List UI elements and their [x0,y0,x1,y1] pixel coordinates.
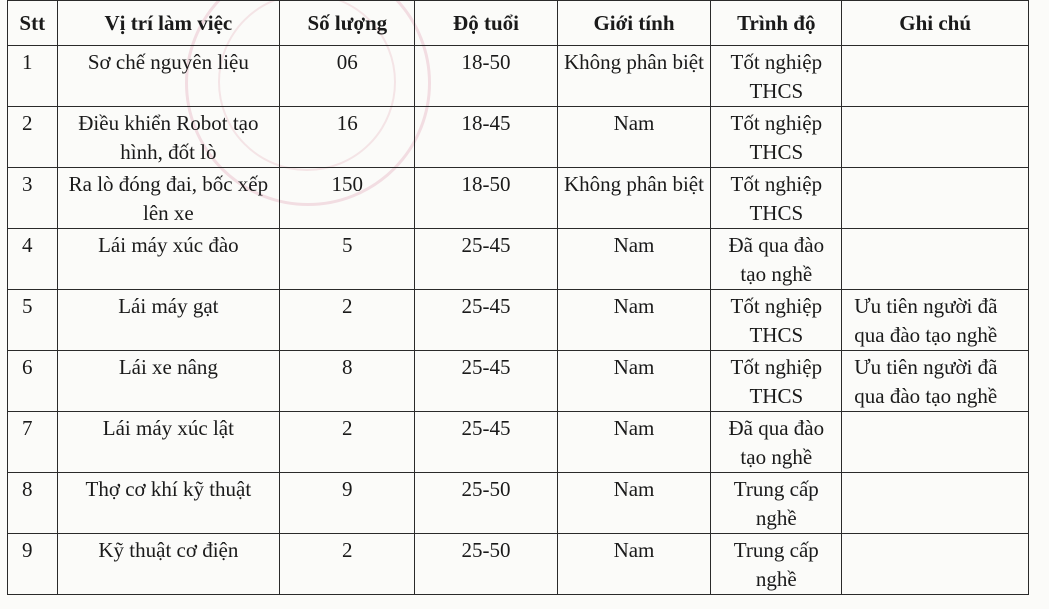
cell-note [842,229,1029,290]
header-stt: Stt [8,1,58,46]
cell-stt: 4 [8,229,58,290]
table-row [8,107,1029,168]
cell-position: Kỹ thuật cơ điện [57,534,280,595]
header-note: Ghi chú [842,1,1029,46]
cell-education: Tốt nghiệp THCS [711,168,842,229]
table-row [8,534,1029,595]
header-age: Độ tuổi [415,1,557,46]
cell-age: 18-45 [415,107,557,168]
cell-stt: 8 [8,473,58,534]
recruitment-table [7,0,1029,595]
table-row [8,46,1029,107]
cell-stt: 5 [8,290,58,351]
cell-gender: Nam [557,351,711,412]
cell-note: Ưu tiên người đã qua đào tạo nghề [842,351,1029,412]
cell-position: Ra lò đóng đai, bốc xếp lên xe [57,168,280,229]
cell-age: 25-45 [415,412,557,473]
header-education: Trình độ [711,1,842,46]
cell-education: Tốt nghiệp THCS [711,107,842,168]
cell-stt: 3 [8,168,58,229]
cell-age: 25-50 [415,534,557,595]
cell-note [842,168,1029,229]
cell-quantity: 8 [280,351,415,412]
cell-age: 25-50 [415,473,557,534]
table-row [8,412,1029,473]
cell-education: Trung cấp nghề [711,473,842,534]
table-header-row [8,1,1029,46]
cell-stt: 6 [8,351,58,412]
cell-age: 25-45 [415,351,557,412]
cell-note [842,412,1029,473]
cell-stt: 7 [8,412,58,473]
cell-age: 18-50 [415,46,557,107]
cell-age: 25-45 [415,290,557,351]
cell-quantity: 06 [280,46,415,107]
cell-education: Đã qua đào tạo nghề [711,229,842,290]
cell-quantity: 5 [280,229,415,290]
cell-note [842,473,1029,534]
cell-stt: 1 [8,46,58,107]
cell-gender: Nam [557,534,711,595]
cell-quantity: 16 [280,107,415,168]
cell-quantity: 2 [280,534,415,595]
cell-gender: Nam [557,290,711,351]
cell-stt: 9 [8,534,58,595]
cell-quantity: 2 [280,412,415,473]
cell-education: Tốt nghiệp THCS [711,351,842,412]
cell-education: Tốt nghiệp THCS [711,290,842,351]
cell-stt: 2 [8,107,58,168]
cell-note [842,46,1029,107]
cell-position: Lái máy gạt [57,290,280,351]
cell-education: Đã qua đào tạo nghề [711,412,842,473]
cell-position: Lái máy xúc lật [57,412,280,473]
cell-education: Trung cấp nghề [711,534,842,595]
table-row [8,351,1029,412]
table-row [8,290,1029,351]
cell-education: Tốt nghiệp THCS [711,46,842,107]
cell-note: Ưu tiên người đã qua đào tạo nghề [842,290,1029,351]
cell-gender: Không phân biệt [557,168,711,229]
cell-age: 18-50 [415,168,557,229]
table-row [8,229,1029,290]
cell-note [842,534,1029,595]
table-row [8,168,1029,229]
header-position: Vị trí làm việc [57,1,280,46]
cell-quantity: 2 [280,290,415,351]
cell-note [842,107,1029,168]
cell-gender: Nam [557,229,711,290]
cell-gender: Nam [557,412,711,473]
cell-quantity: 9 [280,473,415,534]
cell-position: Sơ chế nguyên liệu [57,46,280,107]
header-quantity: Số lượng [280,1,415,46]
cell-gender: Nam [557,473,711,534]
header-gender: Giới tính [557,1,711,46]
cell-quantity: 150 [280,168,415,229]
cell-gender: Không phân biệt [557,46,711,107]
cell-gender: Nam [557,107,711,168]
cell-position: Lái xe nâng [57,351,280,412]
cell-position: Điều khiển Robot tạo hình, đốt lò [57,107,280,168]
cell-age: 25-45 [415,229,557,290]
cell-position: Thợ cơ khí kỹ thuật [57,473,280,534]
cell-position: Lái máy xúc đào [57,229,280,290]
table-row [8,473,1029,534]
